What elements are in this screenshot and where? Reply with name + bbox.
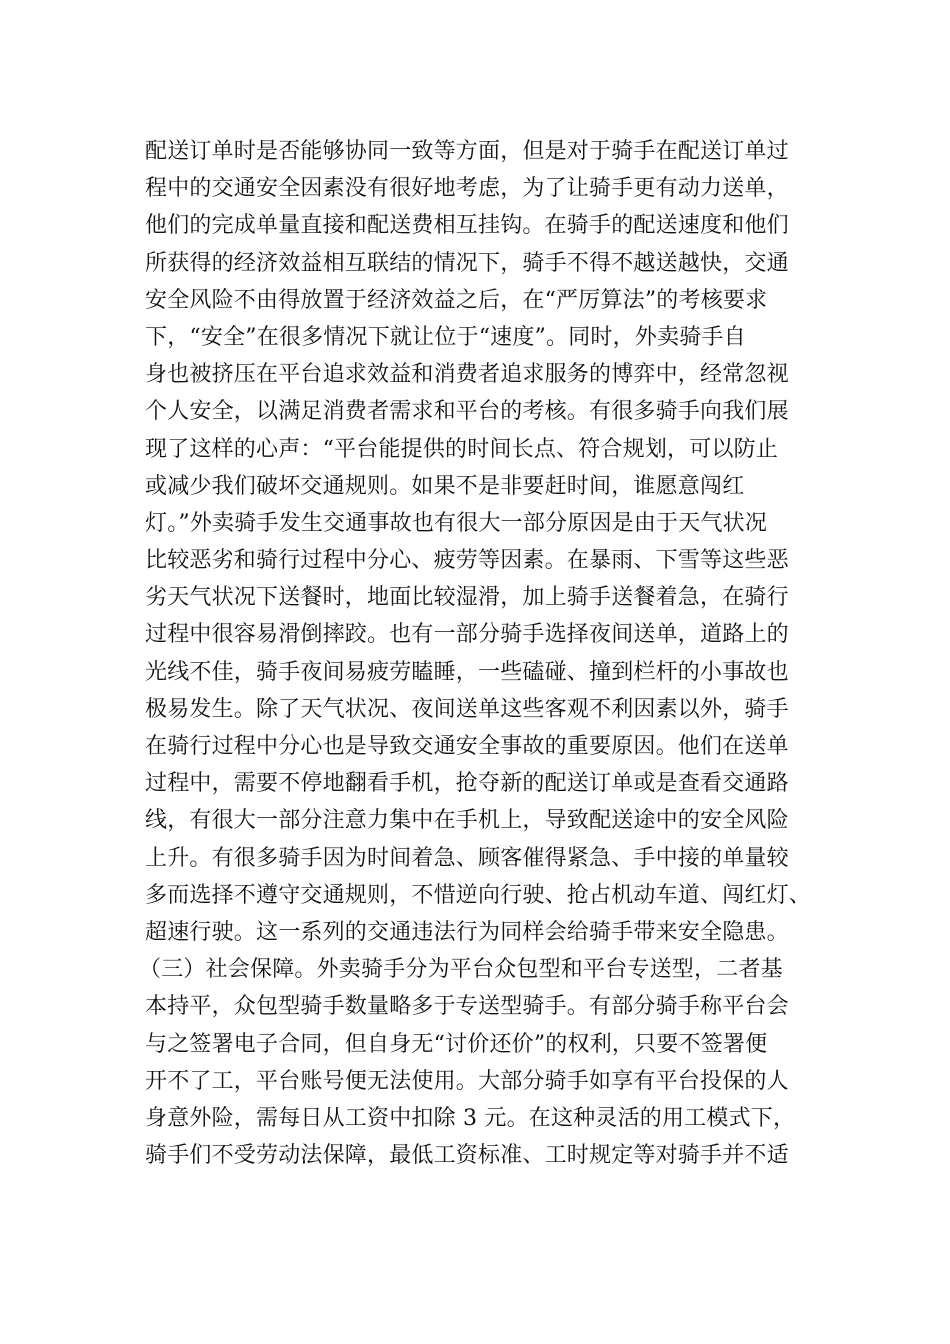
text-line: 上升。有很多骑手因为时间着急、顾客催得紧急、手中接的单量较	[145, 845, 789, 871]
text-line: 骑手们不受劳动法保障，最低工资标准、工时规定等对骑手并不适	[145, 1143, 789, 1169]
text-line: 灯。”外卖骑手发生交通事故也有很大一部分原因是由于天气状况	[145, 510, 768, 536]
text-line: 劣天气状况下送餐时，地面比较湿滑，加上骑手送餐着急，在骑行	[145, 585, 789, 611]
text-line: 本持平，众包型骑手数量略多于专送型骑手。有部分骑手称平台会	[145, 994, 789, 1020]
text-line: 下，“安全”在很多情况下就让位于“速度”。同时，外卖骑手自	[145, 324, 746, 350]
text-line: 所获得的经济效益相互联结的情况下，骑手不得不越送越快，交通	[145, 250, 789, 276]
text-line: 或减少我们破坏交通规则。如果不是非要赶时间，谁愿意闯红	[145, 473, 745, 499]
text-line: 现了这样的心声：“平台能提供的时间长点、符合规划，可以防止	[145, 436, 779, 462]
text-line: 在骑行过程中分心也是导致交通安全事故的重要原因。他们在送单	[145, 734, 789, 759]
text-line: 比较恶劣和骑行过程中分心、疲劳等因素。在暴雨、下雪等这些恶	[145, 548, 789, 574]
text-line: 个人安全，以满足消费者需求和平台的考核。有很多骑手向我们展	[145, 399, 789, 425]
text-line: 开不了工，平台账号便无法使用。大部分骑手如享有平台投保的人	[145, 1068, 789, 1094]
text-line: 配送订单时是否能够协同一致等方面，但是对于骑手在配送订单过	[145, 139, 789, 164]
text-line: 安全风险不由得放置于经济效益之后，在“严厉算法”的考核要求	[145, 287, 768, 313]
text-line: 他们的完成单量直接和配送费相互挂钩。在骑手的配送速度和他们	[145, 213, 789, 239]
text-line: 过程中，需要不停地翻看手机，抢夺新的配送订单或是查看交通路	[145, 771, 789, 797]
text-line: 程中的交通安全因素没有很好地考虑，为了让骑手更有动力送单，	[145, 176, 789, 202]
text-line: 超速行驶。这一系列的交通违法行为同样会给骑手带来安全隐患。	[145, 919, 789, 945]
section-heading-line: （三）社会保障。外卖骑手分为平台众包型和平台专送型，二者基	[139, 957, 783, 983]
text-line: 与之签署电子合同，但自身无“讨价还价”的权利，只要不签署便	[145, 1031, 768, 1057]
text-line: 身也被挤压在平台追求效益和消费者追求服务的博弈中，经常忽视	[145, 362, 789, 388]
text-line: 身意外险，需每日从工资中扣除 3 元。在这种灵活的用工模式下，	[145, 1105, 796, 1131]
text-line: 过程中很容易滑倒摔跤。也有一部分骑手选择夜间送单，道路上的	[145, 622, 789, 648]
body-text	[139, 133, 815, 1174]
text-line: 线，有很大一部分注意力集中在手机上，导致配送途中的安全风险	[145, 808, 789, 834]
text-line: 极易发生。除了天气状况、夜间送单这些客观不利因素以外，骑手	[145, 696, 789, 722]
text-line: 多而选择不遵守交通规则，不惜逆向行驶、抢占机动车道、闯红灯、	[145, 882, 812, 908]
text-line: 光线不佳，骑手夜间易疲劳瞌睡，一些磕碰、撞到栏杆的小事故也	[145, 659, 789, 685]
